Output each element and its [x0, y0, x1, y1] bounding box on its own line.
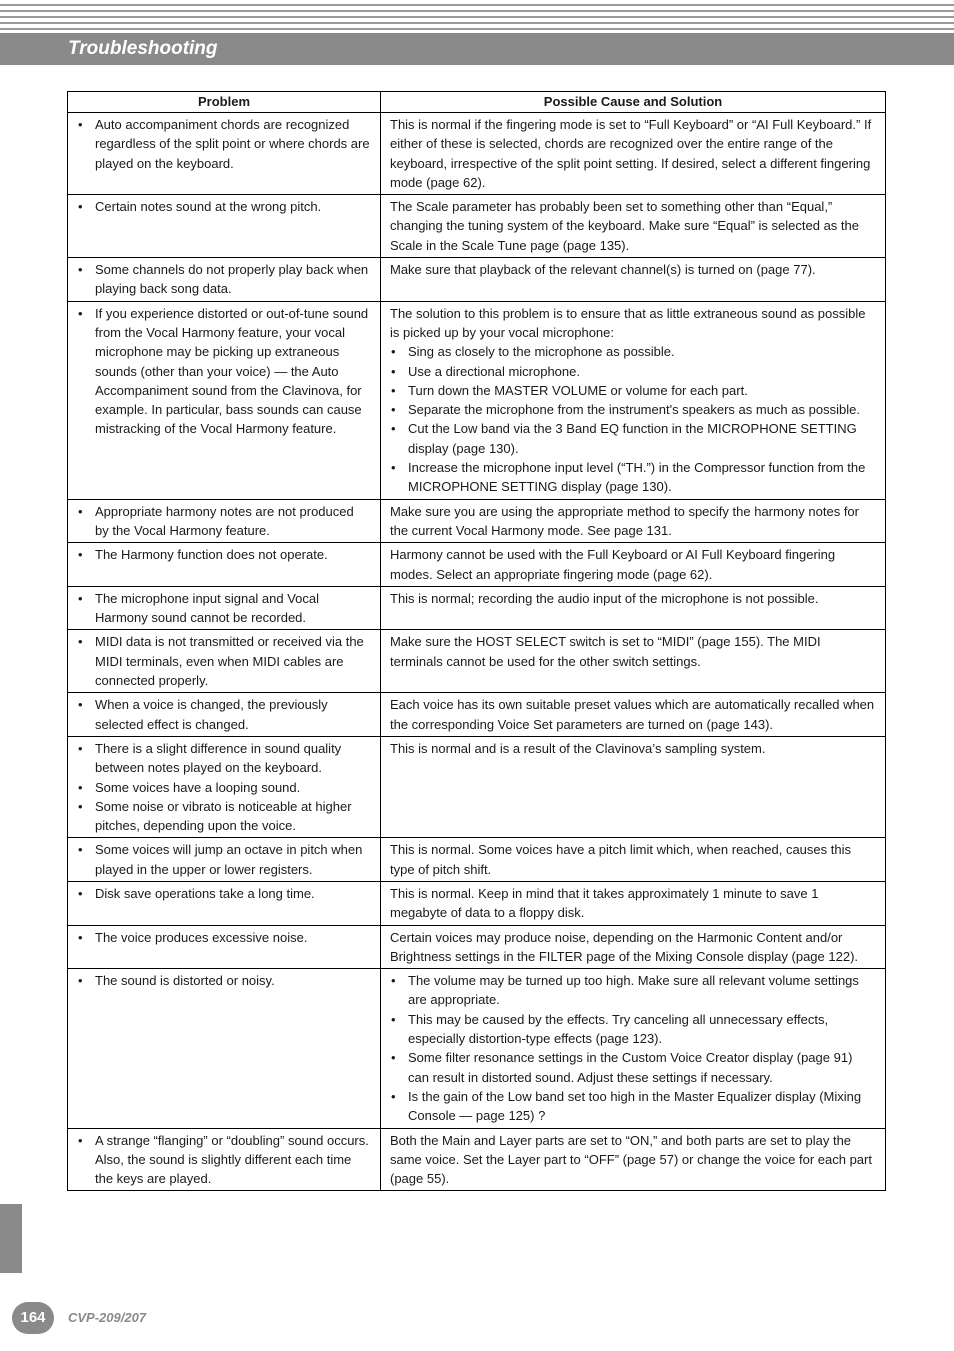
- solution-cell: [381, 969, 886, 1128]
- problem-item: • A strange “flanging” or “doubling” sound occurs. Also, the sound is slightly different each time the keys are played.: [77, 1131, 371, 1189]
- problem-list: [77, 632, 371, 690]
- solution-item: • The volume may be turned up too high. Make sure all relevant volume settings are appropriate.: [390, 971, 876, 1010]
- solution-cell: [381, 1128, 886, 1191]
- problem-list: [77, 739, 371, 835]
- solution-item: • Sing as closely to the microphone as possible.: [390, 342, 876, 361]
- problem-list: [77, 840, 371, 879]
- problem-item: • Some voices have a looping sound.: [77, 778, 371, 797]
- solution-text: The solution to this problem is to ensure that as little extraneous sound as possible is picked up by your vocal microphone:: [390, 305, 866, 340]
- problem-list: [77, 928, 371, 947]
- solution-item: • Turn down the MASTER VOLUME or volume for each part.: [390, 381, 876, 400]
- problem-item: • The sound is distorted or noisy.: [77, 971, 371, 990]
- solution-text: This is normal. Some voices have a pitch limit which, when reached, causes this type of pitch shift.: [390, 842, 851, 877]
- problem-list: [77, 260, 371, 299]
- problem-list: [77, 545, 371, 564]
- problem-item: • Certain notes sound at the wrong pitch.: [77, 197, 371, 216]
- table-row: [68, 693, 886, 737]
- problem-list: [77, 115, 371, 173]
- solution-cell: [381, 499, 886, 543]
- solution-cell: [381, 195, 886, 258]
- solution-text: This is normal if the fingering mode is set to “Full Keyboard” or “AI Full Keyboard.” If either of these is selected, chords are recognized over the entire range of the keyboard, irrespective of the split point setting. If desired, select a different fingering mode (page 62).: [390, 117, 872, 190]
- header-bar: [0, 33, 954, 65]
- table-row: [68, 258, 886, 302]
- column-header-solution: Possible Cause and Solution: [381, 92, 886, 113]
- solution-text: Make sure the HOST SELECT switch is set to “MIDI” (page 155). The MIDI terminals cannot be used for the other switch settings.: [390, 634, 821, 669]
- table-row: [68, 195, 886, 258]
- problem-item: • Disk save operations take a long time.: [77, 884, 371, 903]
- solution-text: Make sure that playback of the relevant channel(s) is turned on (page 77).: [390, 262, 816, 278]
- problem-cell: [68, 630, 381, 693]
- problem-item: • The Harmony function does not operate.: [77, 545, 371, 564]
- solution-text: Harmony cannot be used with the Full Keyboard or AI Full Keyboard fingering modes. Select an appropriate fingering mode (page 62).: [390, 547, 836, 582]
- table-row: [68, 881, 886, 925]
- problem-cell: [68, 736, 381, 837]
- solution-cell: [381, 586, 886, 630]
- solution-item: • Use a directional microphone.: [390, 362, 876, 381]
- problem-item: • The voice produces excessive noise.: [77, 928, 371, 947]
- header-rule-lines: [0, 0, 954, 30]
- solution-text: Certain voices may produce noise, depending on the Harmonic Content and/or Brightness settings in the FILTER page of the Mixing Console display (page 122).: [390, 929, 859, 964]
- solution-text: This is normal; recording the audio input of the microphone is not possible.: [390, 590, 819, 606]
- problem-cell: [68, 969, 381, 1128]
- problem-list: [77, 1131, 371, 1189]
- troubleshooting-table: [67, 91, 886, 1191]
- solution-list: [390, 342, 876, 496]
- problem-item: • The microphone input signal and Vocal Harmony sound cannot be recorded.: [77, 589, 371, 628]
- problem-item: • Auto accompaniment chords are recognized regardless of the split point or where chords are played on the keyboard.: [77, 115, 371, 173]
- solution-item: • Is the gain of the Low band set too high in the Master Equalizer display (Mixing Console — page 125) ?: [390, 1087, 876, 1126]
- problem-cell: [68, 499, 381, 543]
- problem-cell: [68, 113, 381, 195]
- solution-item: • This may be caused by the effects. Try canceling all unnecessary effects, especially distortion-type effects (page 123).: [390, 1010, 876, 1049]
- solution-text: Each voice has its own suitable preset values which are automatically recalled when the corresponding Voice Set parameters are turned on (page 143).: [390, 697, 875, 732]
- problem-item: • Some noise or vibrato is noticeable at higher pitches, depending upon the voice.: [77, 797, 371, 836]
- solution-item: • Increase the microphone input level (“TH.”) in the Compressor function from the MICROPHONE SETTING display (page 130).: [390, 458, 876, 497]
- problem-cell: [68, 543, 381, 587]
- table-row: [68, 925, 886, 969]
- problem-item: • There is a slight difference in sound quality between notes played on the keyboard.: [77, 739, 371, 778]
- table-row: [68, 736, 886, 837]
- problem-list: [77, 197, 371, 216]
- side-tab-marker: [0, 1204, 22, 1273]
- problem-list: [77, 502, 371, 541]
- problem-cell: [68, 881, 381, 925]
- table-row: [68, 301, 886, 499]
- problem-cell: [68, 301, 381, 499]
- solution-cell: [381, 736, 886, 837]
- solution-cell: [381, 543, 886, 587]
- problem-list: [77, 589, 371, 628]
- solution-cell: [381, 881, 886, 925]
- solution-list: [390, 971, 876, 1125]
- table-row: [68, 586, 886, 630]
- table-row: [68, 499, 886, 543]
- column-header-problem: Problem: [68, 92, 381, 113]
- problem-cell: [68, 693, 381, 737]
- problem-cell: [68, 838, 381, 882]
- table-body: [68, 113, 886, 1191]
- problem-cell: [68, 195, 381, 258]
- table-row: [68, 543, 886, 587]
- problem-item: • Some channels do not properly play back when playing back song data.: [77, 260, 371, 299]
- problem-cell: [68, 1128, 381, 1191]
- solution-cell: [381, 838, 886, 882]
- table-row: [68, 630, 886, 693]
- problem-list: [77, 884, 371, 903]
- problem-item: • When a voice is changed, the previously selected effect is changed.: [77, 695, 371, 734]
- problem-cell: [68, 258, 381, 302]
- table-row: [68, 838, 886, 882]
- problem-cell: [68, 586, 381, 630]
- page-number: 164: [12, 1302, 54, 1334]
- problem-cell: [68, 925, 381, 969]
- solution-cell: [381, 258, 886, 302]
- problem-item: • Some voices will jump an octave in pitch when played in the upper or lower registers.: [77, 840, 371, 879]
- page-title: Troubleshooting: [68, 38, 218, 59]
- solution-cell: [381, 630, 886, 693]
- table-header-row: [68, 92, 886, 113]
- problem-item: • Appropriate harmony notes are not produced by the Vocal Harmony feature.: [77, 502, 371, 541]
- solution-cell: [381, 113, 886, 195]
- solution-item: • Separate the microphone from the instrument's speakers as much as possible.: [390, 400, 876, 419]
- solution-item: • Some filter resonance settings in the Custom Voice Creator display (page 91) can result in distorted sound. Adjust these settings if necessary.: [390, 1048, 876, 1087]
- solution-cell: [381, 925, 886, 969]
- solution-text: Make sure you are using the appropriate method to specify the harmony notes for the current Vocal Harmony mode. See page 131.: [390, 503, 859, 538]
- model-name: CVP-209/207: [68, 1310, 147, 1325]
- table-row: [68, 113, 886, 195]
- problem-item: • MIDI data is not transmitted or received via the MIDI terminals, even when MIDI cables are connected properly.: [77, 632, 371, 690]
- problem-list: [77, 695, 371, 734]
- solution-item: • Cut the Low band via the 3 Band EQ function in the MICROPHONE SETTING display (page 130).: [390, 419, 876, 458]
- solution-text: The Scale parameter has probably been set to something other than “Equal,” changing the tuning system of the keyboard. Make sure “Equal” is selected as the Scale in the Scale Tune page (page 135).: [390, 199, 859, 253]
- table-row: [68, 1128, 886, 1191]
- problem-item: • If you experience distorted or out-of-tune sound from the Vocal Harmony feature, your vocal microphone may be picking up extraneous sounds (other than your voice) — the Auto Accompaniment sound from the Clavinova, for example. In particular, bass sounds can cause mistracking of the Vocal Harmony feature.: [77, 304, 371, 439]
- problem-list: [77, 304, 371, 439]
- solution-cell: [381, 301, 886, 499]
- problem-list: [77, 971, 371, 990]
- table-row: [68, 969, 886, 1128]
- solution-cell: [381, 693, 886, 737]
- solution-text: This is normal. Keep in mind that it takes approximately 1 minute to save 1 megabyte of data to a floppy disk.: [390, 885, 819, 921]
- solution-text: This is normal and is a result of the Clavinova’s sampling system.: [390, 740, 766, 756]
- solution-text: Both the Main and Layer parts are set to “ON,” and both parts are set to play the same voice. Set the Layer part to “OFF” (page 57) or change the voice for each part (page 55).: [390, 1132, 872, 1187]
